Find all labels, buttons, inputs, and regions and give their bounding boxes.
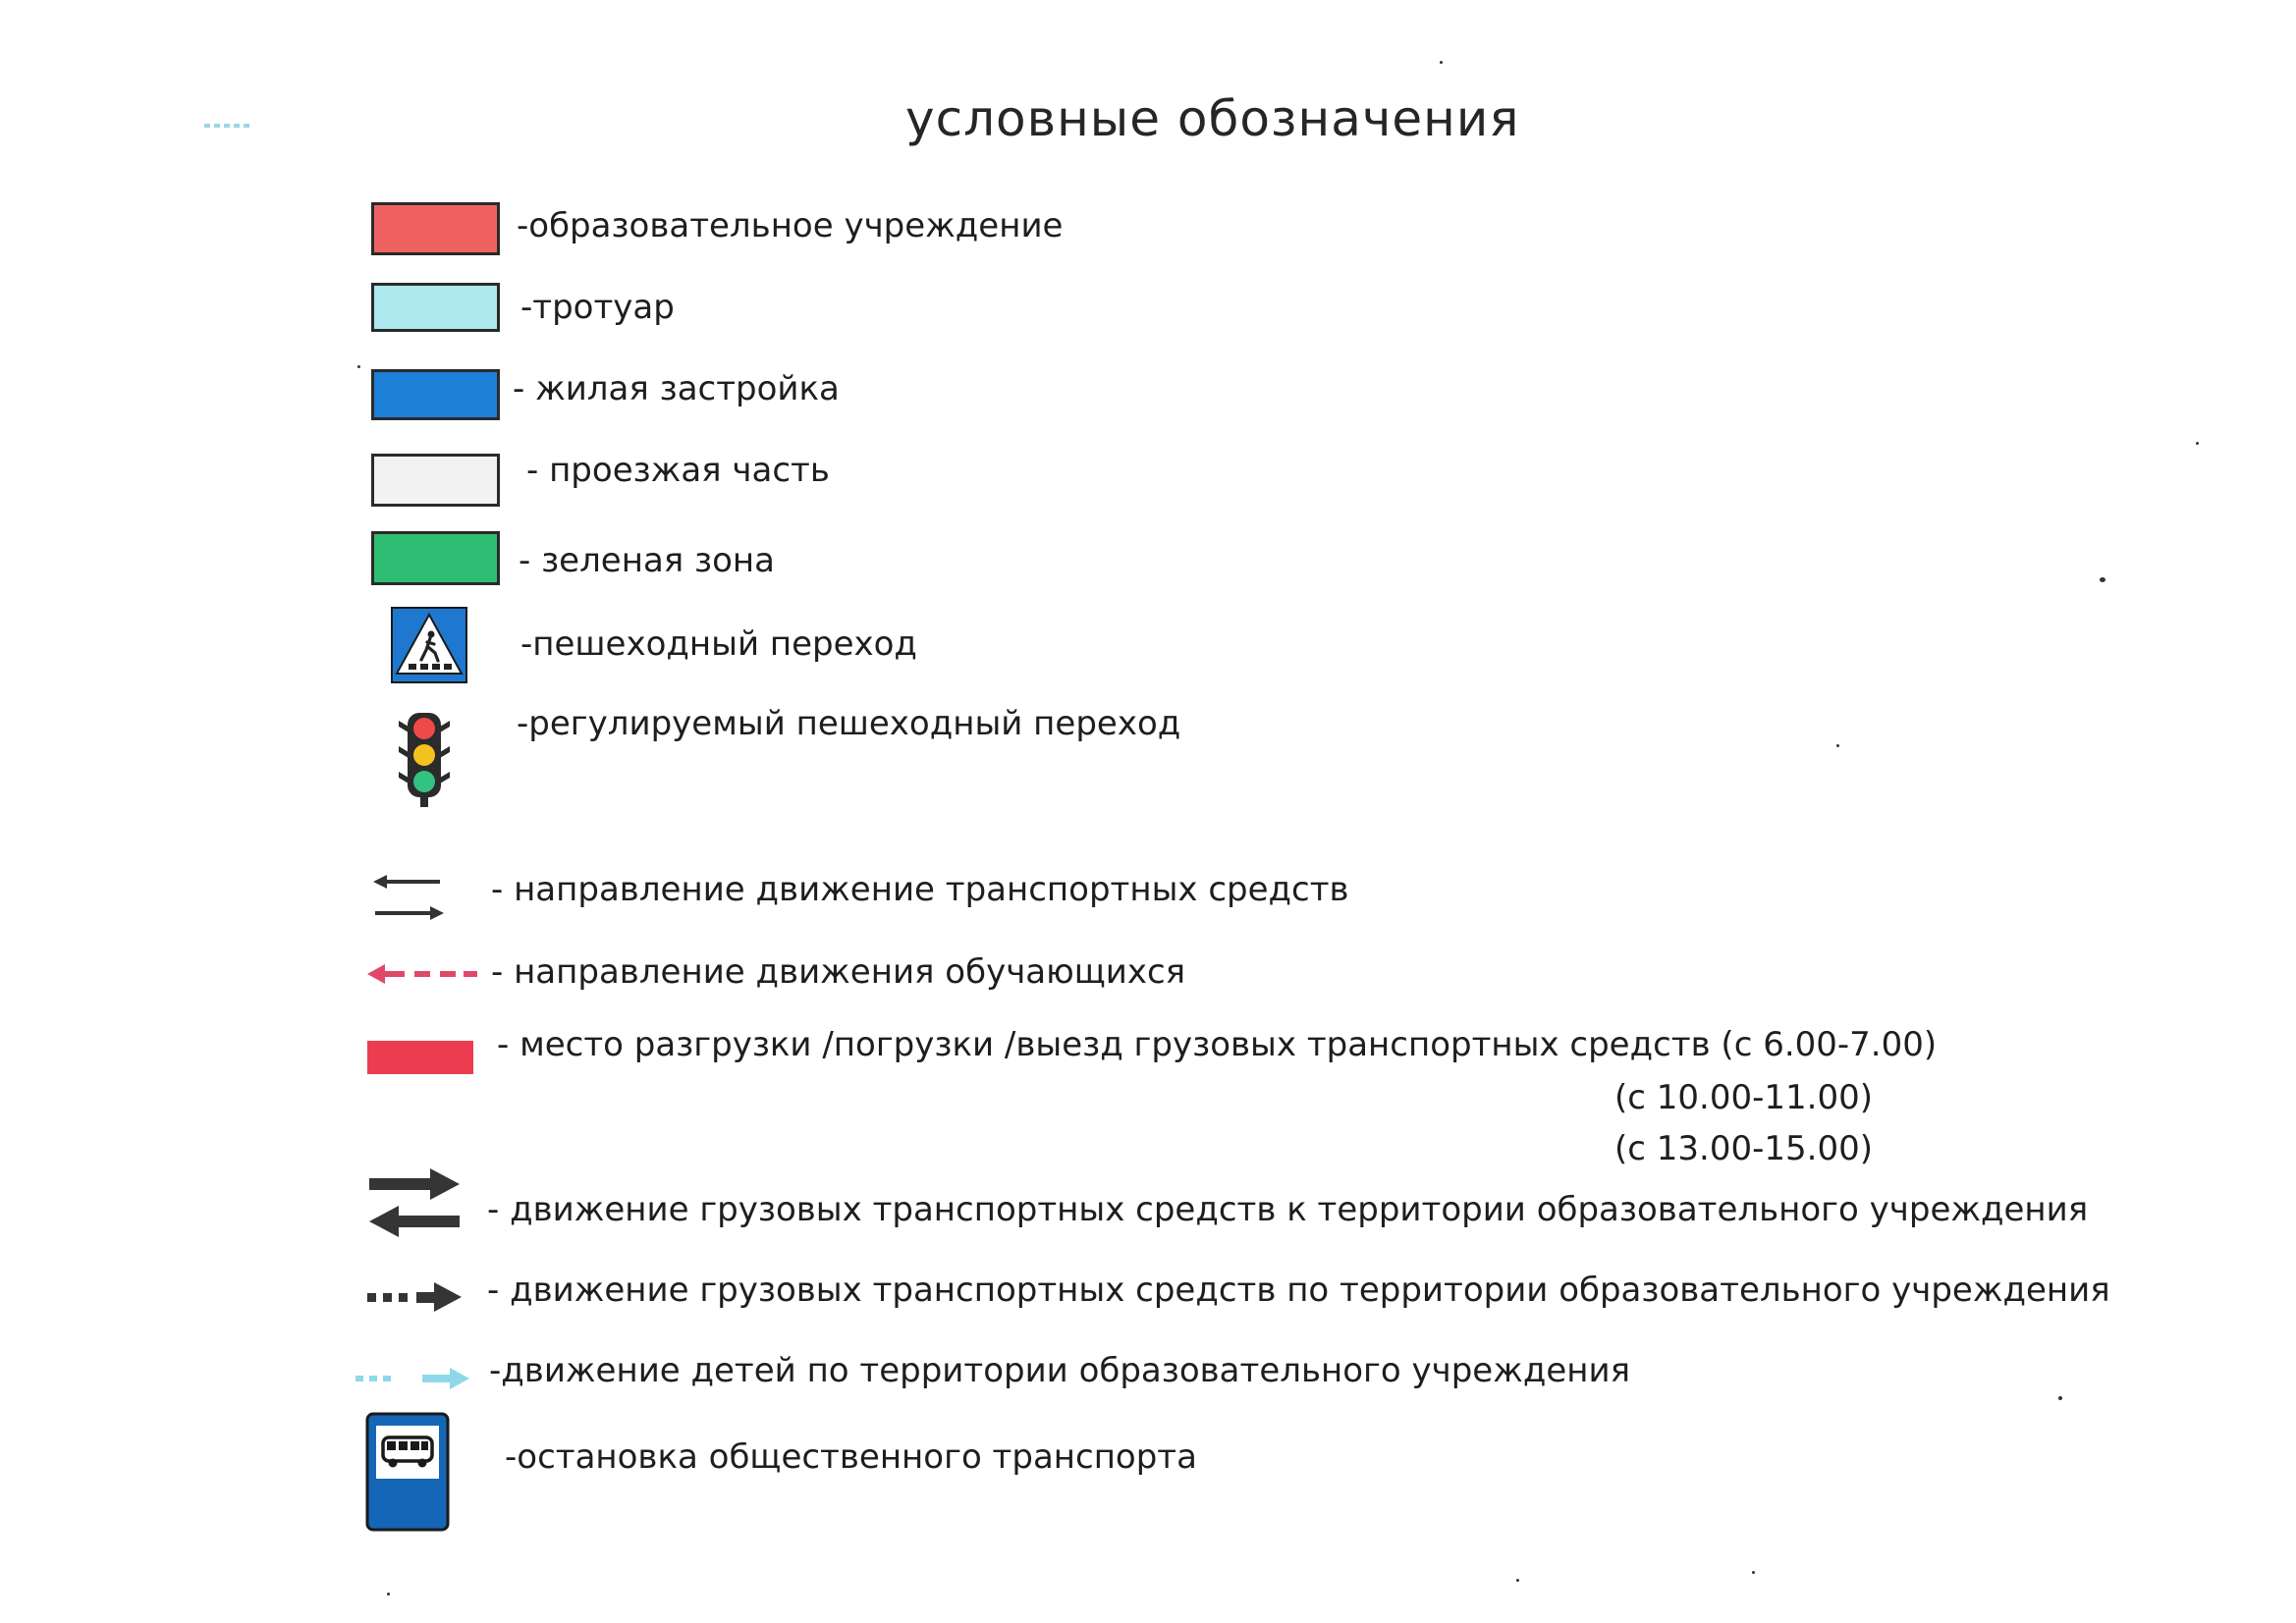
label-loading-time-2: (с 10.00-11.00) (1614, 1078, 1873, 1117)
label-green-zone: - зеленая зона (519, 541, 775, 580)
dotted-light-blue-arrow-icon (354, 1365, 471, 1392)
dotted-dark-arrow-icon (365, 1280, 464, 1314)
label-crosswalk: -пешеходный переход (520, 624, 917, 664)
dashed-red-arrow-icon (365, 960, 479, 988)
label-roadway: - проезжая часть (526, 451, 830, 490)
scan-speck (357, 365, 360, 368)
swatch-residential (371, 369, 500, 420)
swatch-roadway (371, 454, 500, 507)
swatch-sidewalk (371, 283, 500, 332)
pedestrian-crossing-sign-icon (391, 607, 467, 683)
scan-artifact (204, 124, 249, 128)
label-regulated-crosswalk: -регулируемый пешеходный переход (517, 704, 1181, 743)
label-vehicle-direction: - направление движение транспортных средств (491, 870, 1349, 909)
swatch-green-zone (371, 531, 500, 585)
label-sidewalk: -тротуар (520, 288, 675, 327)
label-loading-time-3: (с 13.00-15.00) (1614, 1129, 1873, 1168)
label-educational-institution: -образовательное учреждение (517, 206, 1064, 245)
label-truck-to-territory: - движение грузовых транспортных средств к территории образовательного учреждения (487, 1190, 2089, 1229)
scan-speck (2058, 1396, 2062, 1400)
label-truck-on-territory: - движение грузовых транспортных средств по территории образовательного учреждения (487, 1271, 2110, 1310)
scan-speck (2100, 577, 2105, 582)
traffic-light-icon (393, 711, 456, 809)
two-way-arrows-icon (369, 868, 448, 927)
label-student-direction: - направление движения обучающихся (491, 952, 1186, 992)
swatch-educational-institution (371, 202, 500, 255)
swatch-loading-zone (367, 1041, 473, 1074)
label-loading-zone: - место разгрузки /погрузки /выезд грузовых транспортных средств (с 6.00-7.00) (497, 1025, 1938, 1064)
scan-speck (1516, 1579, 1519, 1582)
scan-speck (2196, 442, 2199, 445)
scan-speck (1752, 1571, 1755, 1574)
scan-speck (1836, 744, 1839, 747)
scan-speck (1440, 61, 1443, 64)
page-title: условные обозначения (905, 90, 1520, 147)
label-bus-stop: -остановка общественного транспорта (505, 1437, 1197, 1477)
bold-two-way-arrows-icon (365, 1164, 464, 1241)
scan-speck (387, 1593, 390, 1596)
label-residential: - жилая застройка (513, 369, 840, 408)
bus-stop-sign-icon (365, 1412, 450, 1532)
label-children-on-territory: -движение детей по территории образовательного учреждения (489, 1351, 1631, 1390)
